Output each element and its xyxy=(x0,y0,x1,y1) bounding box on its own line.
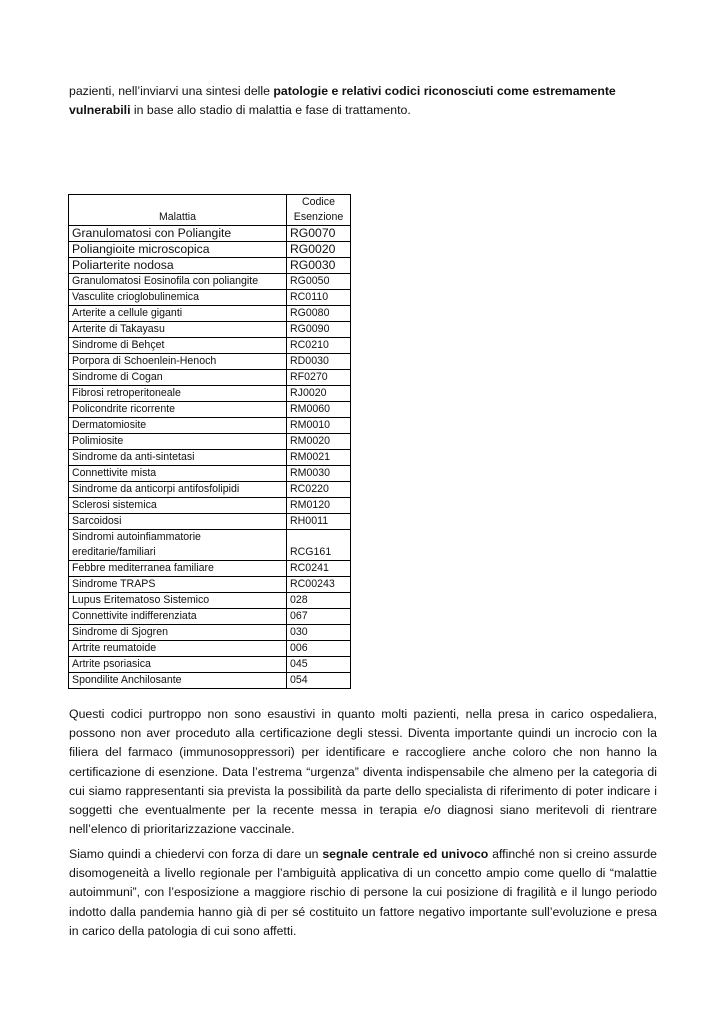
code-cell: RG0070 xyxy=(287,226,351,242)
disease-cell: Artrite psoriasica xyxy=(69,657,287,673)
intro-paragraph xyxy=(69,82,657,120)
disease-cell: Sarcoidosi xyxy=(69,514,287,530)
disease-cell: Spondilite Anchilosante xyxy=(69,673,287,689)
disease-cell: Poliangioite microscopica xyxy=(69,242,287,258)
exemption-codes-table xyxy=(68,194,351,689)
disease-cell: Vasculite crioglobulinemica xyxy=(69,290,287,306)
request-bold-text: segnale centrale ed univoco xyxy=(322,847,489,861)
table-row xyxy=(69,274,351,290)
disease-cell: Connettivite mista xyxy=(69,466,287,482)
disease-cell: Sclerosi sistemica xyxy=(69,498,287,514)
table-row xyxy=(69,242,351,258)
code-cell: RH0011 xyxy=(287,514,351,530)
code-cell: RJ0020 xyxy=(287,386,351,402)
intro-text-start: pazienti, nell’inviarvi una sintesi delle xyxy=(69,84,274,98)
disease-cell: Sindromi autoinfiammatorie ereditarie/familiari xyxy=(69,530,287,561)
code-cell: RG0090 xyxy=(287,322,351,338)
disease-cell: Poliarterite nodosa xyxy=(69,258,287,274)
disease-cell: Sindrome di Sjogren xyxy=(69,625,287,641)
table-row xyxy=(69,641,351,657)
disease-cell: Sindrome di Behçet xyxy=(69,338,287,354)
disease-cell: Fibrosi retroperitoneale xyxy=(69,386,287,402)
code-cell: RM0030 xyxy=(287,466,351,482)
header-codice-esenzione: Codice Esenzione xyxy=(287,195,351,226)
code-cell: RM0020 xyxy=(287,434,351,450)
code-cell: RC0220 xyxy=(287,482,351,498)
table-row xyxy=(69,434,351,450)
body-paragraph-codes: Questi codici purtroppo non sono esaustivi in quanto molti pazienti, nella presa in carico ospedaliera, possono non aver proceduto alla certificazione degli stessi. Diventa importante quindi un incrocio con la filiera del farmaco (immunosoppressori) per identificare e raccogliere anche coloro che non hanno la certificazione di esenzione. Data l’estrema “urgenza” diventa indispensabile che almeno per la categoria di cui siamo rappresentanti sia prevista la possibilità da parte dello specialista di riferimento di poter indicare i soggetti che eventualmente per la recente messa in terapia e/o diagnosi siano meritevoli di rientrare nell’elenco di prioritarizzazione vaccinale. xyxy=(69,707,657,837)
table-row xyxy=(69,657,351,673)
table-row xyxy=(69,258,351,274)
disease-cell: Sindrome TRAPS xyxy=(69,577,287,593)
table-row xyxy=(69,514,351,530)
intro-bold-text: patologie e relativi codici riconosciuti come estremamente vulnerabili xyxy=(69,84,616,118)
table-row xyxy=(69,577,351,593)
code-cell: RM0021 xyxy=(287,450,351,466)
disease-cell: Granulomatosi Eosinofila con poliangite xyxy=(69,274,287,290)
body-paragraph-request xyxy=(69,845,657,941)
table-row xyxy=(69,673,351,689)
disease-cell: Porpora di Schoenlein-Henoch xyxy=(69,354,287,370)
table-row xyxy=(69,593,351,609)
table-row xyxy=(69,322,351,338)
code-cell: RG0050 xyxy=(287,274,351,290)
table-row xyxy=(69,306,351,322)
disease-cell: Policondrite ricorrente xyxy=(69,402,287,418)
code-cell: RC0241 xyxy=(287,561,351,577)
code-cell: RG0080 xyxy=(287,306,351,322)
disease-cell: Sindrome di Cogan xyxy=(69,370,287,386)
table-header-row xyxy=(69,195,351,226)
disease-cell: Sindrome da anti-sintetasi xyxy=(69,450,287,466)
code-cell: 045 xyxy=(287,657,351,673)
code-cell: 006 xyxy=(287,641,351,657)
table-row xyxy=(69,530,351,561)
code-cell: 054 xyxy=(287,673,351,689)
table-row xyxy=(69,370,351,386)
disease-cell: Lupus Eritematoso Sistemico xyxy=(69,593,287,609)
code-cell: RC00243 xyxy=(287,577,351,593)
table-row xyxy=(69,226,351,242)
code-cell: RD0030 xyxy=(287,354,351,370)
table-row xyxy=(69,354,351,370)
table-row xyxy=(69,482,351,498)
table-row xyxy=(69,609,351,625)
disease-cell: Arterite a cellule giganti xyxy=(69,306,287,322)
code-cell: RM0010 xyxy=(287,418,351,434)
disease-cell: Febbre mediterranea familiare xyxy=(69,561,287,577)
request-text-start: Siamo quindi a chiedervi con forza di dare un xyxy=(69,847,323,861)
disease-cell: Connettivite indifferenziata xyxy=(69,609,287,625)
disease-cell: Sindrome da anticorpi antifosfolipidi xyxy=(69,482,287,498)
code-cell: RG0020 xyxy=(287,242,351,258)
code-cell: 028 xyxy=(287,593,351,609)
header-malattia: Malattia xyxy=(69,195,287,226)
code-cell: RF0270 xyxy=(287,370,351,386)
code-cell: 030 xyxy=(287,625,351,641)
table-row xyxy=(69,338,351,354)
table-row xyxy=(69,625,351,641)
table-row xyxy=(69,418,351,434)
table-row xyxy=(69,450,351,466)
table-row xyxy=(69,466,351,482)
disease-cell: Artrite reumatoide xyxy=(69,641,287,657)
code-cell: RCG161 xyxy=(287,530,351,561)
disease-cell: Granulomatosi con Poliangite xyxy=(69,226,287,242)
table-row xyxy=(69,402,351,418)
table-row xyxy=(69,386,351,402)
code-cell: RC0210 xyxy=(287,338,351,354)
code-cell: RC0110 xyxy=(287,290,351,306)
intro-text-end: in base allo stadio di malattia e fase di trattamento. xyxy=(130,103,411,118)
disease-cell: Polimiosite xyxy=(69,434,287,450)
code-cell: RM0120 xyxy=(287,498,351,514)
table-row xyxy=(69,561,351,577)
disease-cell: Arterite di Takayasu xyxy=(69,322,287,338)
table-row xyxy=(69,290,351,306)
table-row xyxy=(69,498,351,514)
code-cell: RM0060 xyxy=(287,402,351,418)
code-cell: RG0030 xyxy=(287,258,351,274)
request-text-end: affinché non si creino assurde disomogeneità a livello regionale per l’ambiguità applicativa di un concetto ampio come quello di “malattie autoimmuni”, con l’esposizione a maggiore rischio di persone la cui posizione di fragilità e il lungo periodo indotto dalla pandemia hanno già di per sé costituito un fattore negativo importante sull’evoluzione e presa in carico della patologia di cui sono affetti. xyxy=(69,847,658,938)
disease-cell: Dermatomiosite xyxy=(69,418,287,434)
code-cell: 067 xyxy=(287,609,351,625)
